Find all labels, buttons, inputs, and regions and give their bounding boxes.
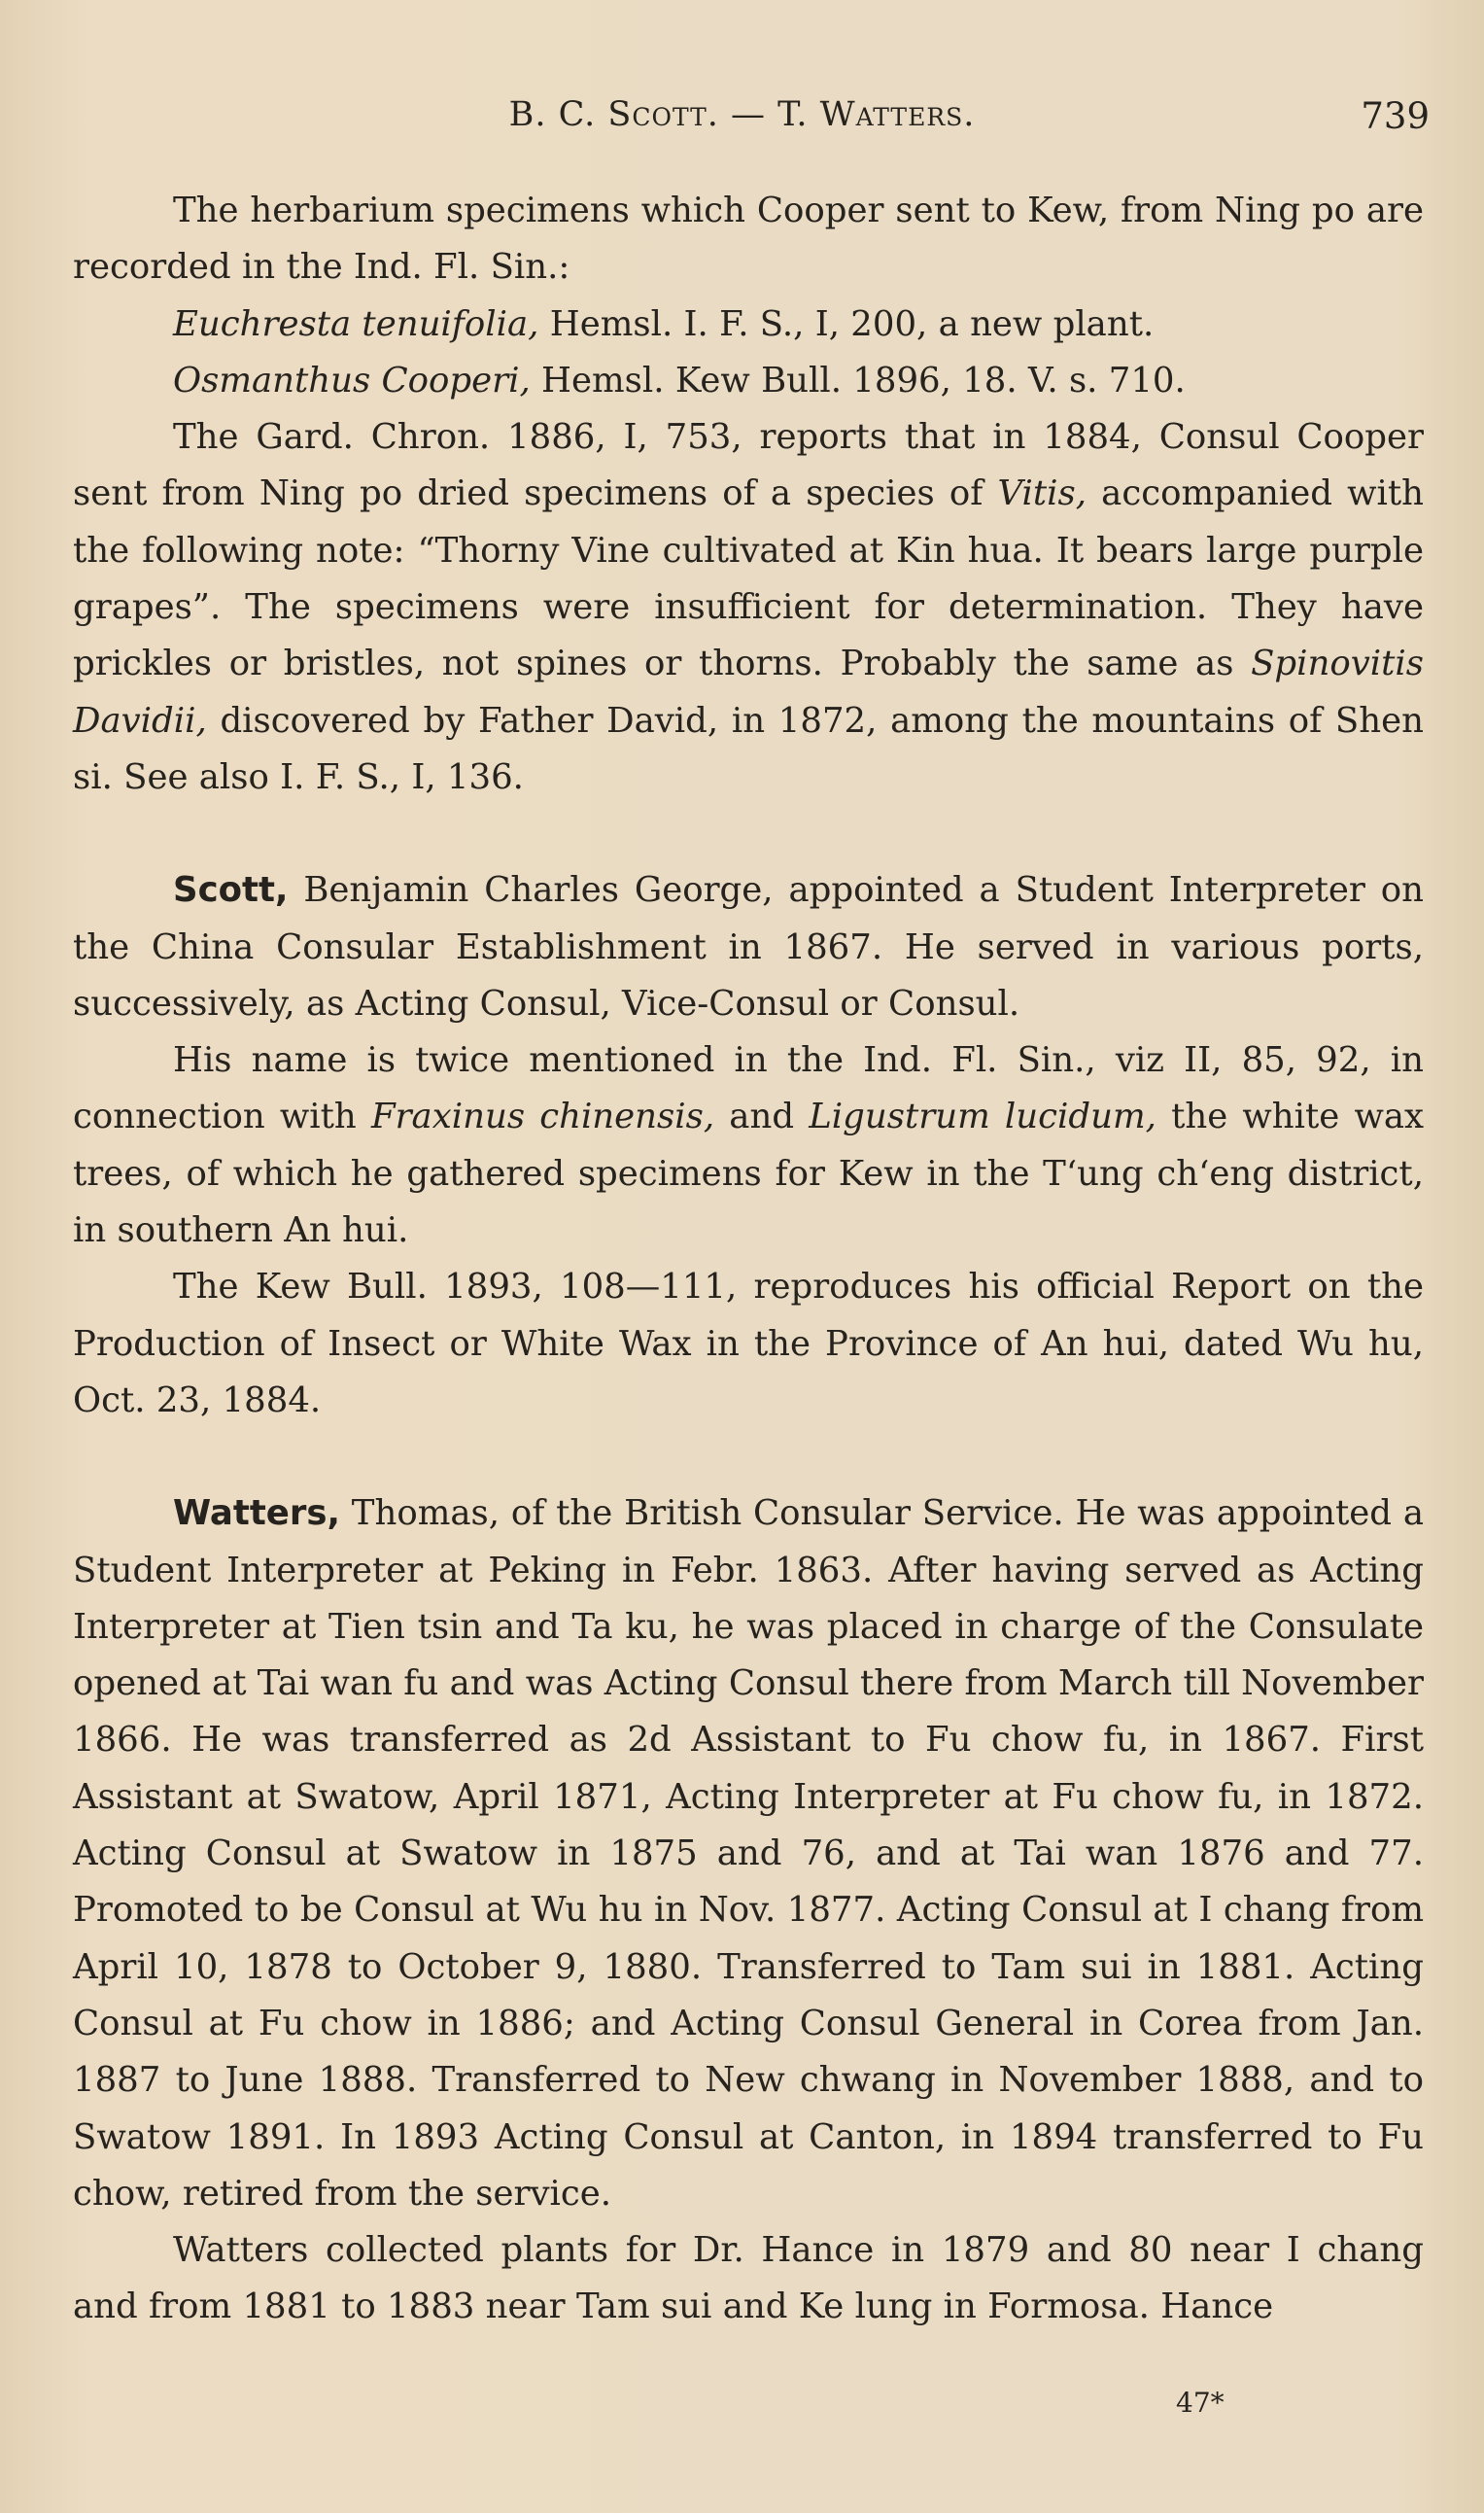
paragraph-herbarium: The herbarium specimens which Cooper sent to Kew, from Ning po are recorded in the Ind. Fl. Sin.: xyxy=(73,191,1424,288)
species-entry-euchresta: Euchresta tenuifolia, Hemsl. I. F. S., I, 200, a new plant. xyxy=(173,303,1155,344)
entry-name: Watters, xyxy=(173,1493,340,1534)
species-name: Osmanthus Cooperi, xyxy=(173,360,531,401)
paragraph-gard-chron: The Gard. Chron. 1886, I, 753, reports that in 1884, Consul Cooper sent from Ning po dried specimens of a species of Vitis, accompanied with the following note: “Thorny Vine cultivated at Kin hua. It bears large purple grapes”. The specimens were insufficient for determination. They have prickles or bristles, not spines or thorns. Probably the same as Spinovitis Davidii, discovered by Father David, in 1872, among the mountains of Shen si. See also I. F. S., I, 136. xyxy=(73,417,1424,797)
running-title: B. C. Scott. — T. Watters. xyxy=(508,95,976,134)
paragraph-watters-plants: Watters collected plants for Dr. Hance in 1879 and 80 near I chang and from 1881 to 1883 near Tam sui and Ke lung in Formosa. Hance xyxy=(73,2230,1424,2327)
section-gap xyxy=(73,1429,1424,1485)
running-header xyxy=(0,95,1484,142)
paragraph-scott-report: The Kew Bull. 1893, 108—111, reproduces his official Report on the Production of Insect or White Wax in the Province of An hui, dated Wu hu, Oct. 23, 1884. xyxy=(73,1267,1424,1420)
entry-scott: Scott, Benjamin Charles George, appointed a Student Interpreter on the China Consular Establishment in 1867. He served in various ports, successively, as Acting Consul, Vice-Consul or Consul. xyxy=(73,870,1424,1024)
species-name: Spinovitis Davidii, xyxy=(73,644,1424,741)
section-gap xyxy=(73,806,1424,862)
genus-name: Vitis, xyxy=(997,473,1087,514)
page-number: 739 xyxy=(1361,95,1430,137)
entry-watters: Watters, Thomas, of the British Consular Service. He was appointed a Student Interpreter at Peking in Febr. 1863. After having served as Acting Interpreter at Tien tsin and Ta ku, he was placed in charge of the Consulate opened at Tai wan fu and was Acting Consul there from March till November 1866. He was transferred as 2d Assistant to Fu chow fu, in 1867. First Assistant at Swatow, April 1871, Acting Interpreter at Fu chow fu, in 1872. Acting Consul at Swatow in 1875 and 76, and at Tai wan 1876 and 77. Promoted to be Consul at Wu hu in Nov. 1877. Acting Consul at I chang from April 10, 1878 to October 9, 1880. Transferred to Tam sui in 1881. Acting Consul at Fu chow in 1886; and Acting Consul General in Corea from Jan. 1887 to June 1888. Transferred to New chwang in November 1888, and to Swatow 1891. In 1893 Acting Consul at Canton, in 1894 transferred to Fu chow, retired from the service. xyxy=(73,1493,1424,2214)
entry-name: Scott, xyxy=(173,870,289,911)
species-name: Fraxinus chinensis, xyxy=(370,1097,715,1137)
species-name: Ligustrum lucidum, xyxy=(809,1097,1156,1137)
species-name: Euchresta tenuifolia, xyxy=(173,303,539,344)
paragraph-scott-flora: His name is twice mentioned in the Ind. Fl. Sin., viz II, 85, 92, in connection with Fraxinus chinensis, and Ligustrum lucidum, the white wax trees, of which he gathered specimens for Kew in the T‘ung ch‘eng district, in southern An hui. xyxy=(73,1040,1425,1251)
species-entry-osmanthus: Osmanthus Cooperi, Hemsl. Kew Bull. 1896, 18. V. s. 710. xyxy=(173,360,1186,401)
signature-mark: 47* xyxy=(1176,2387,1225,2419)
body-text xyxy=(73,183,1424,2336)
